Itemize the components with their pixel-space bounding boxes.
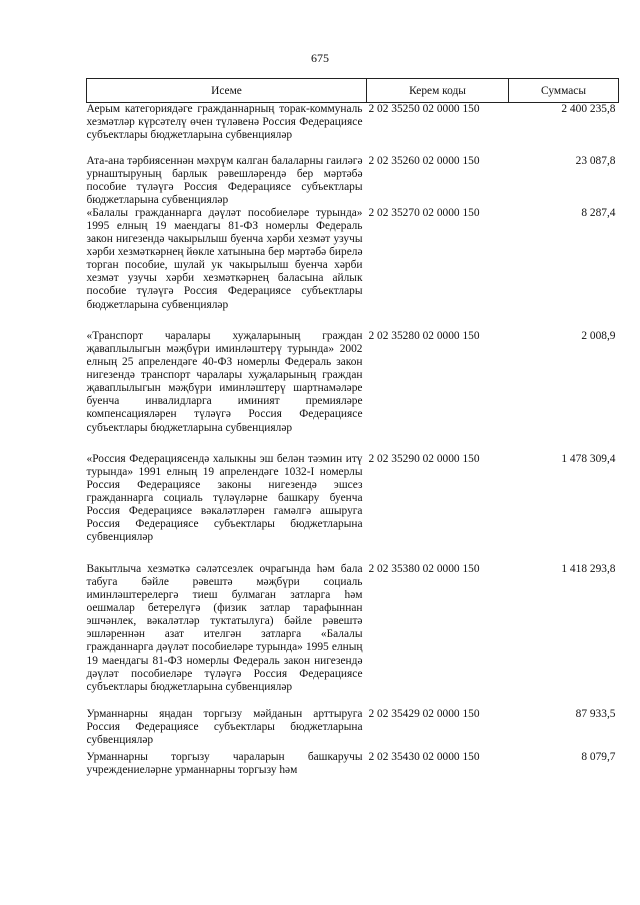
row-code: 2 02 35270 02 0000 150 bbox=[368, 206, 480, 219]
table-row bbox=[87, 563, 619, 708]
row-sum: 8 287,4 bbox=[581, 206, 616, 219]
row-sum: 2 008,9 bbox=[581, 329, 616, 342]
row-code: 2 02 35250 02 0000 150 bbox=[368, 103, 480, 115]
row-sum: 1 418 293,8 bbox=[561, 562, 616, 575]
table-row bbox=[87, 103, 619, 155]
header-code: Керем коды bbox=[367, 79, 509, 103]
row-name: «Россия Федерациясендә халыкны эш белән тәэмин итү турында» 1991 елның 19 апрелендәге 1032-I номерлы Россия Федерациясе законы нигезендә эшсез гражданнарга социаль түләүләрне башкару буенча Россия Федерациясе вәкаләтләрен гамәлгә ашыруга Россия Федерациясе субъектлары бюджетларына субвенцияләр bbox=[86, 452, 363, 544]
row-code: 2 02 35429 02 0000 150 bbox=[368, 707, 480, 720]
row-sum: 1 478 309,4 bbox=[561, 452, 616, 465]
table-row bbox=[87, 453, 619, 563]
row-code: 2 02 35290 02 0000 150 bbox=[368, 452, 480, 465]
budget-table bbox=[86, 78, 618, 781]
row-name: Ата-ана тәрбиясеннән мәхрүм калган балаларны гаиләгә урнаштыруның барлык рәвешләрендә бер мәртәбә пособие түләүгә Россия Федерациясе субъектлары бюджетларына субвенцияләр bbox=[86, 154, 363, 206]
row-name: Аерым категориядәге гражданнарның торак-коммуналь хезмәтләр күрсәтелү өчен түләвенә Россия Федерациясе субъектлары бюджетларына субвенцияләр bbox=[86, 103, 363, 142]
row-name: Урманнарны торгызу чараларын башкаручы учреждениеләрне урманнарны торгызу һәм bbox=[86, 750, 363, 776]
table-row bbox=[87, 751, 619, 781]
table-row bbox=[87, 207, 619, 330]
table-row bbox=[87, 708, 619, 751]
row-sum: 2 400 235,8 bbox=[561, 103, 616, 115]
row-sum: 8 079,7 bbox=[581, 750, 616, 763]
header-sum: Суммасы bbox=[509, 79, 619, 103]
row-code: 2 02 35260 02 0000 150 bbox=[368, 154, 480, 167]
row-code: 2 02 35380 02 0000 150 bbox=[368, 562, 480, 575]
row-sum: 23 087,8 bbox=[575, 154, 616, 167]
header-name: Исеме bbox=[87, 79, 367, 103]
row-name: Урманнарны яңадан торгызу мәйданын арттыруга Россия Федерациясе субъектлары бюджетларына субвенцияләр bbox=[86, 707, 363, 747]
table-row bbox=[87, 155, 619, 207]
row-sum: 87 933,5 bbox=[575, 707, 616, 720]
table-body bbox=[87, 103, 619, 781]
row-name: «Транспорт чаралары хуҗаларының граждан җаваплылыгын мәҗбүри иминләштерү турында» 2002 елның 25 апрелендәге 40-ФЗ номерлы Федераль закон нигезендә транспорт чаралары хуҗаларының граждан җаваплылыгын мәҗбүри иминләштерү шартнамәләре буенча инвалидларга иминият премияләре компенсацияләрен түләүгә Россия Федерациясе субъектлары бюджетларына субвенцияләр bbox=[86, 329, 363, 434]
budget-table-grid bbox=[86, 78, 619, 781]
table-header bbox=[87, 79, 619, 103]
row-name: Вакытлыча хезмәткә сәләтсезлек очрагында һәм бала табуга бәйле рәвештә мәҗбүри социаль иминләштерелергә тиеш булмаган затларга һәм оешмалар бетерелүгә (физик затлар тарафыннан эшчәнлек, вәкаләтләр туктатылуга) бәйле рәвештә эшләреннән азат ителгән затларга «Балалы гражданнарга дәүләт пособиеләре турында» 1995 елның 19 маендагы 81-ФЗ номерлы Федераль закон нигезендә дәүләт пособиеләре түләүгә Россия Федерациясе субъектлары бюджетларына субвенцияләр bbox=[86, 562, 363, 693]
page-number: 675 bbox=[311, 51, 329, 65]
row-name: «Балалы гражданнарга дәүләт пособиеләре турында» 1995 елның 19 маендагы 81-ФЗ номерлы Федераль закон нигезендә чакырылыш буенча хәрби хезмәт узучы хәрби хезмәткәрнең йөкле хатынына бер мәртәбә бирелә торган пособие, шулай ук чакырылыш буенча хәрби хезмәт узучы хәрби хезмәткәрнең баласына айлык пособие түләүгә Россия Федерациясе субъектлары бюджетларына субвенцияләр bbox=[86, 206, 363, 311]
table-row bbox=[87, 330, 619, 453]
row-code: 2 02 35280 02 0000 150 bbox=[368, 329, 480, 342]
row-code: 2 02 35430 02 0000 150 bbox=[368, 750, 480, 763]
